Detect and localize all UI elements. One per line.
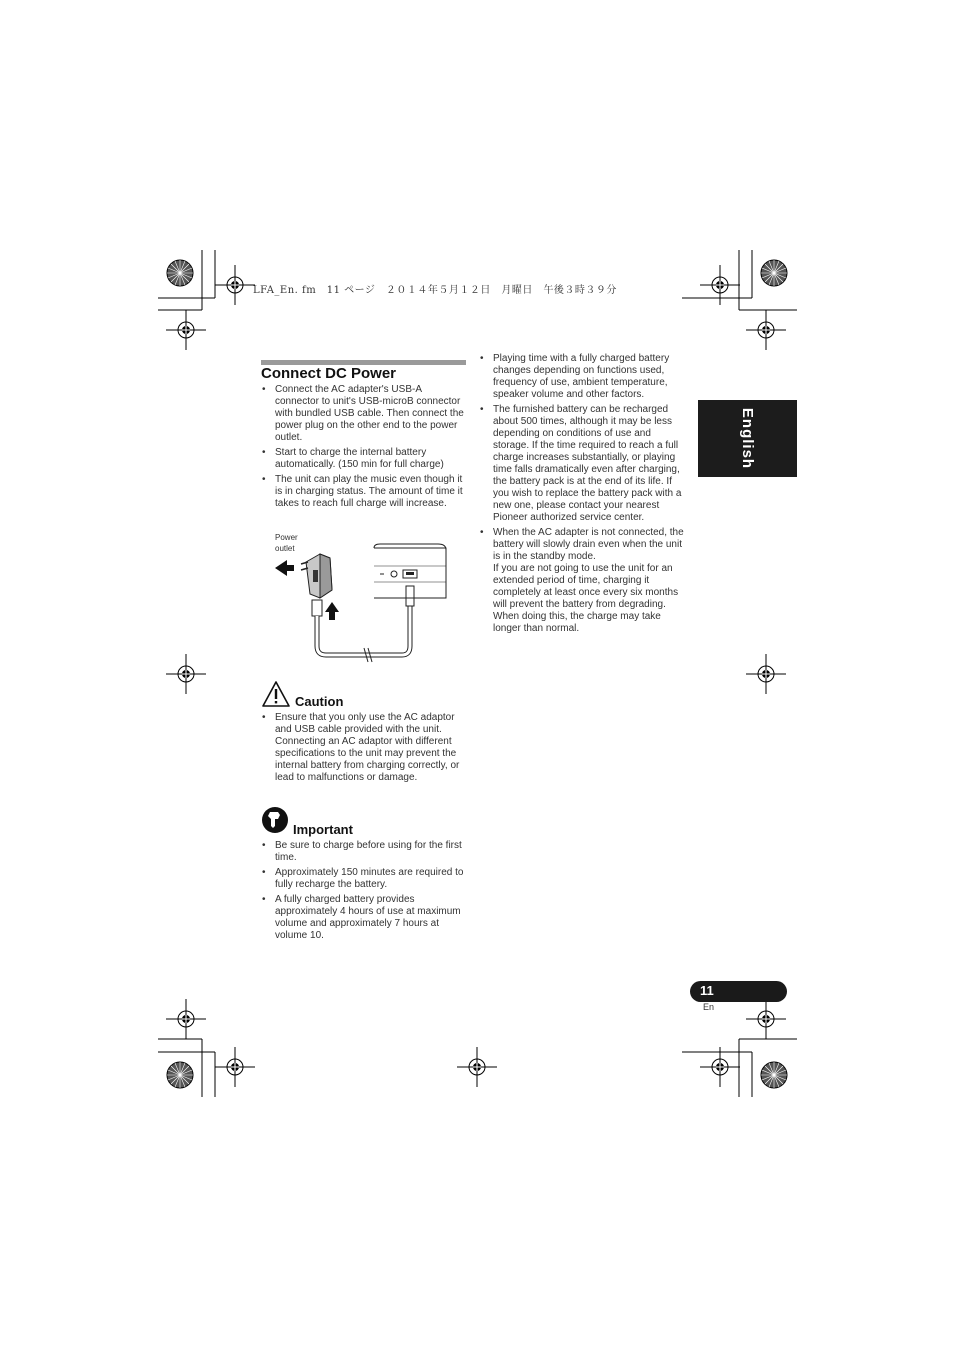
file-stamp: LFA_En. fm 11 ページ ２０１４年５月１２日 月曜日 午後３時３９分 (253, 285, 617, 296)
list-item: • The furnished battery can be recharged about 500 times, although it may be less depending on conditions of use and storage. If the time required to reach a full charge increases substantially, or playing time falls dramatically even after charging, the battery pack is at the end of its life. If you wish to replace the battery pack with a new one, please contact your nearest Pioneer authorized service center. (479, 404, 684, 524)
usb-a-plug-icon (312, 600, 322, 616)
list-item: • Playing time with a fully charged battery changes depending on functions used, frequency of use, ambient temperature, speaker volume and other factors. (479, 353, 684, 401)
list-item: • The unit can play the music even though it is in charging status. The amount of time it takes to reach full charge will increase. (261, 474, 467, 510)
section-title: Connect DC Power (261, 365, 397, 382)
important-title: Important (293, 822, 353, 837)
list-item-text: When the AC adapter is not connected, the battery will slowly drain even when the unit is in the standby mode. (493, 527, 684, 562)
important-block (261, 840, 467, 945)
right-column (479, 353, 684, 638)
page-number: 11 (700, 983, 714, 998)
arrow-left-icon (275, 560, 294, 576)
list-item: • A fully charged battery provides approximately 4 hours of use at maximum volume and approximately 7 hours at volume 10. (261, 894, 467, 942)
important-icon (261, 806, 289, 834)
list-item: • Be sure to charge before using for the first time. (261, 840, 467, 864)
list-item (479, 527, 684, 635)
list-item: • Ensure that you only use the AC adaptor and USB cable provided with the unit. Connecting an AC adaptor with different specifications to the unit may prevent the internal battery from charging correctly, or lead to malfunctions or damage. (261, 712, 467, 784)
caution-block (261, 712, 467, 787)
caution-icon (261, 680, 291, 708)
ac-adapter-icon (301, 554, 332, 598)
usb-micro-plug-icon (406, 586, 414, 606)
list-item-continuation: If you are not going to use the unit for an extended period of time, charging it completely at least once every six months will prevent the battery from degrading. When doing this, the charge may take longer than normal. (493, 563, 679, 634)
list-item: • Start to charge the internal battery automatically. (150 min for full charge) (261, 447, 467, 471)
language-tab-label: English (738, 407, 756, 470)
outlet-label: Power outlet (275, 533, 298, 553)
caution-title: Caution (295, 694, 344, 709)
list-item: • Approximately 150 minutes are required to fully recharge the battery. (261, 867, 467, 891)
page-lang-code: En (703, 1002, 715, 1012)
section-bullets (261, 384, 467, 510)
language-tab (698, 400, 797, 477)
arrow-up-icon (325, 602, 339, 620)
list-item: • Connect the AC adapter's USB-A connector to unit's USB-microB connector with bundled USB cable. Then connect the power plug on the other end to the power outlet. (261, 384, 467, 444)
connection-diagram (270, 540, 450, 670)
left-column (261, 360, 467, 513)
